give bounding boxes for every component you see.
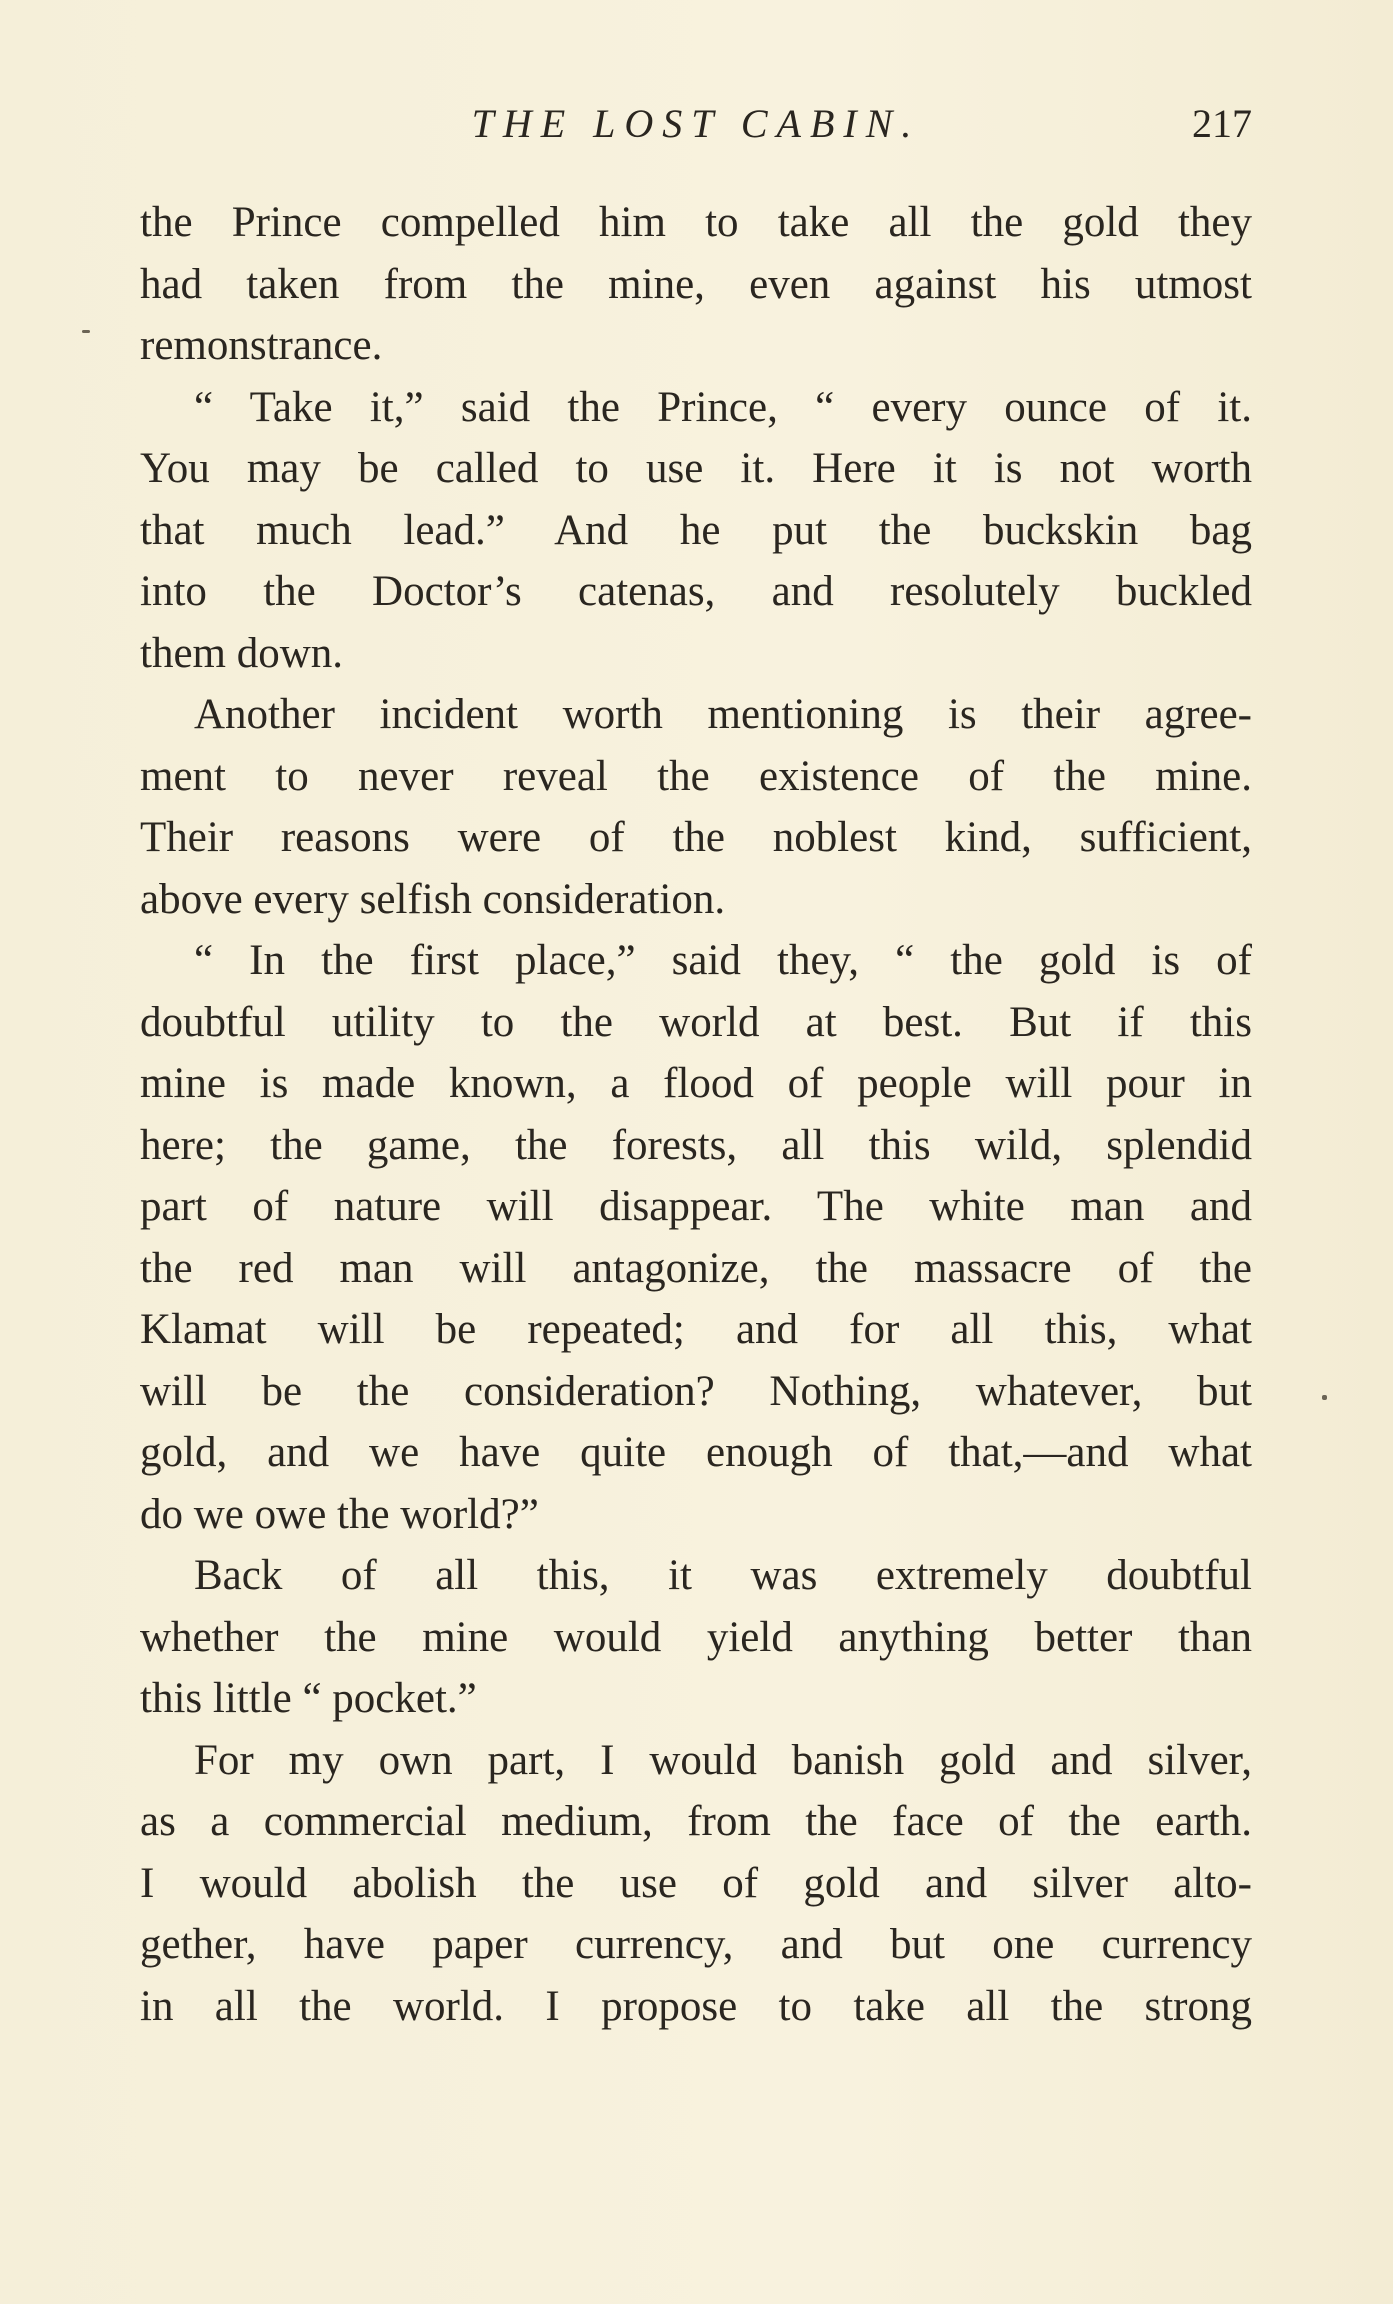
text-line: remonstrance. <box>140 322 383 369</box>
text-line: will be the consideration? Nothing, whatever, but <box>140 1367 1252 1415</box>
text-line: Back of all this, it was extremely doubtful <box>194 1552 1252 1599</box>
page-header <box>140 100 1252 160</box>
text-line: part of nature will disappear. The white man and <box>140 1183 1252 1230</box>
text-line: For my own part, I would banish gold and silver, <box>194 1736 1252 1784</box>
text-line: You may be called to use it. Here it is not worth <box>140 445 1252 492</box>
text-line: here; the game, the forests, all this wild, splendid <box>140 1121 1252 1169</box>
body-text <box>140 192 1252 2037</box>
text-line: gold, and we have quite enough of that,—and what <box>140 1429 1252 1476</box>
text-line: “ Take it,” said the Prince, “ every ounce of it. <box>194 383 1252 431</box>
text-line: in all the world. I propose to take all the strong <box>140 1982 1252 2030</box>
text-line: had taken from the mine, even against his utmost <box>140 260 1252 308</box>
page-number: 217 <box>1192 101 1252 146</box>
text-line: into the Doctor’s catenas, and resolutely buckled <box>140 568 1252 615</box>
text-line: Another incident worth mentioning is their agree- <box>194 691 1252 738</box>
print-speck <box>1322 1395 1327 1400</box>
text-line: above every selfish consideration. <box>140 875 726 923</box>
text-line: the red man will antagonize, the massacre of the <box>140 1244 1252 1292</box>
text-line: do we owe the world?” <box>140 1490 539 1538</box>
text-line: “ In the first place,” said they, “ the gold is of <box>194 937 1252 984</box>
text-line: gether, have paper currency, and but one currency <box>140 1921 1252 1968</box>
text-line: Their reasons were of the noblest kind, sufficient, <box>140 814 1252 861</box>
text-line: whether the mine would yield anything better than <box>140 1613 1252 1661</box>
running-title: THE LOST CABIN. <box>471 101 921 146</box>
text-line: them down. <box>140 629 344 677</box>
print-speck <box>82 330 90 333</box>
text-line: the Prince compelled him to take all the gold they <box>140 199 1252 246</box>
text-line: Klamat will be repeated; and for all this, what <box>140 1306 1252 1353</box>
text-line: this little “ pocket.” <box>140 1675 477 1722</box>
text-line: as a commercial medium, from the face of the earth. <box>140 1798 1252 1845</box>
text-line: ment to never reveal the existence of the mine. <box>140 752 1252 800</box>
text-line: I would abolish the use of gold and silver alto- <box>140 1859 1252 1907</box>
text-line: that much lead.” And he put the buckskin bag <box>140 506 1252 554</box>
text-line: mine is made known, a flood of people will pour in <box>140 1060 1252 1107</box>
text-line: doubtful utility to the world at best. But if this <box>140 998 1252 1046</box>
